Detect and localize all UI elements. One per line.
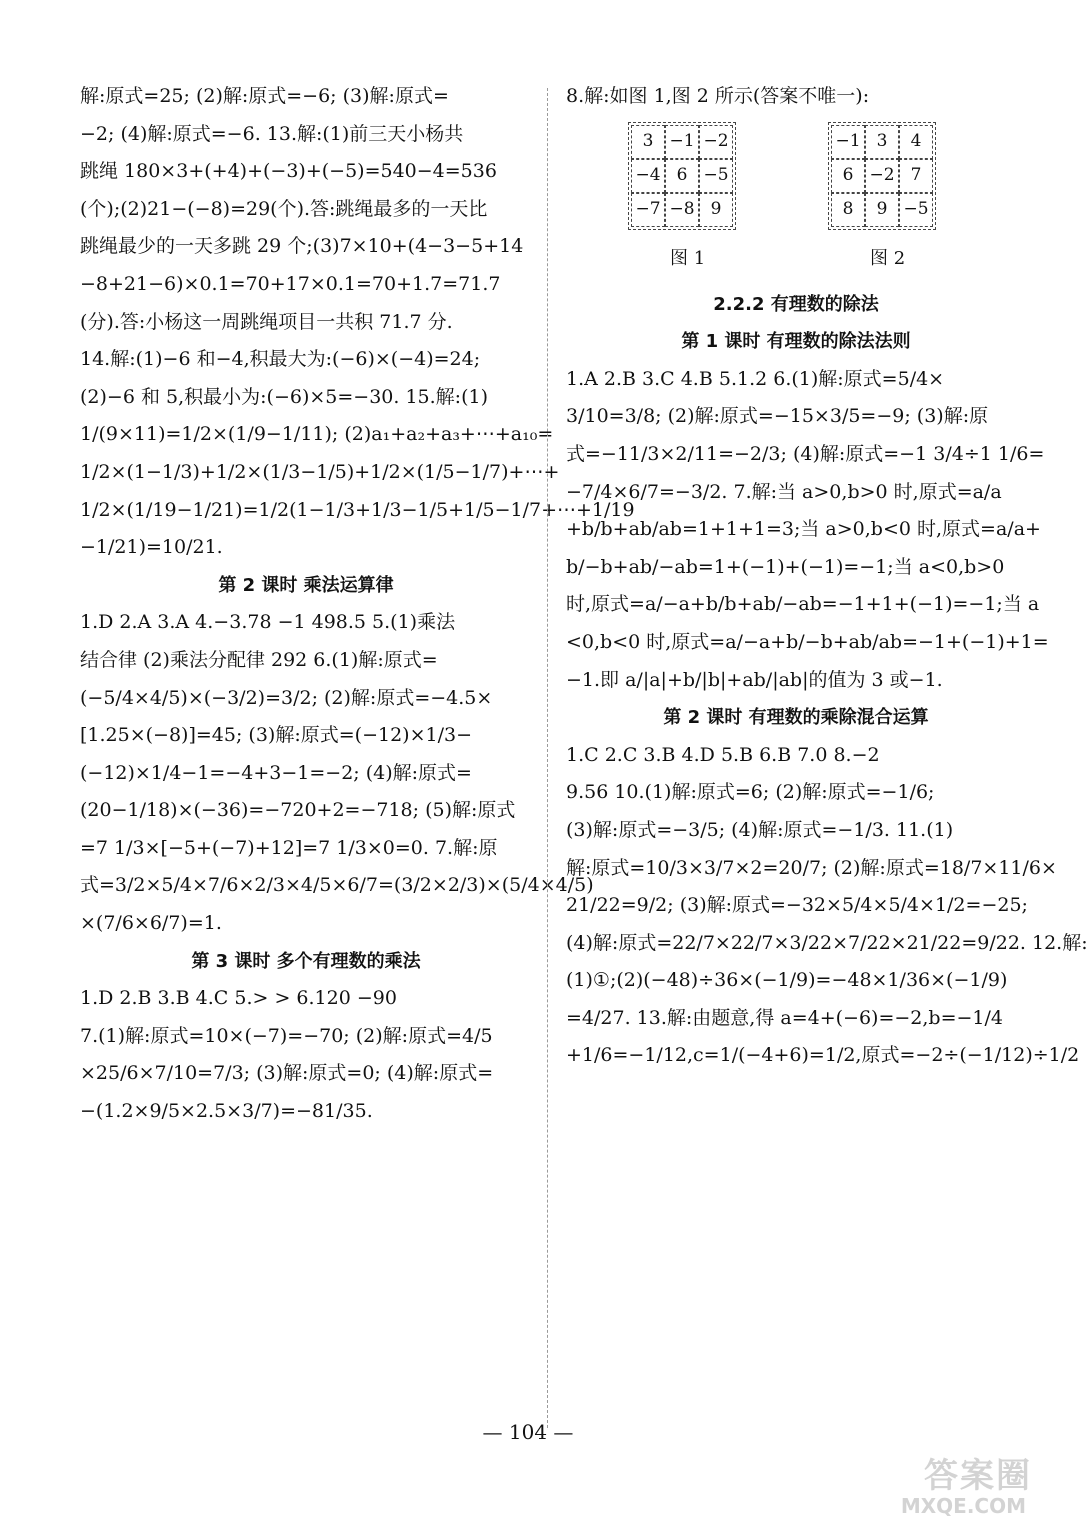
grid-cell: 6: [665, 159, 699, 193]
text-line: (−5/4×4/5)×(−3/2)=3/2; (2)解:原式=−4.5×: [80, 686, 493, 709]
text-line: 3/10=3/8; (2)解:原式=−15×3/5=−9; (3)解:原: [566, 405, 989, 428]
grid-cell: −5: [899, 193, 933, 227]
text-line: 1.D 2.B 3.B 4.C 5.> > 6.120 −90: [80, 987, 397, 1010]
text-line: 式=3/2×5/4×7/6×2/3×4/5×6/7=(3/2×2/3)×(5/4×4/5): [80, 874, 594, 897]
watermark-text: MXQE.COM: [900, 1494, 1026, 1518]
section-heading: 第 2 课时 乘法运算律: [218, 574, 394, 596]
text-line: 1.C 2.C 3.B 4.D 5.B 6.B 7.0 8.−2: [566, 743, 880, 766]
text-line: 14.解:(1)−6 和−4,积最大为:(−6)×(−4)=24;: [80, 348, 481, 371]
watermark-logo: 答案圈: [924, 1456, 1032, 1496]
section-heading: 第 3 课时 多个有理数的乘法: [191, 950, 421, 972]
grid-cell: −7: [631, 193, 665, 227]
section-heading: 第 1 课时 有理数的除法法则: [681, 331, 911, 353]
text-line: 解:原式=25; (2)解:原式=−6; (3)解:原式=: [80, 85, 449, 107]
text-line: (2)−6 和 5,积最小为:(−6)×5=−30. 15.解:(1): [80, 385, 488, 408]
figure-1-grid: [628, 122, 736, 230]
text-line: 结合律 (2)乘法分配律 292 6.(1)解:原式=: [80, 648, 438, 671]
grid-cell: −2: [699, 125, 733, 159]
grid-cell: 8: [831, 193, 865, 227]
text-line: (1)①;(2)(−48)÷36×(−1/9)=−48×1/36×(−1/9): [566, 969, 1008, 992]
text-line: −(1.2×9/5×2.5×3/7)=−81/35.: [80, 1100, 373, 1123]
grid-cell: −1: [665, 125, 699, 159]
grid-cell: 3: [865, 125, 899, 159]
text-line: +b/b+ab/ab=1+1+1=3;当 a>0,b<0 时,原式=a/a+: [566, 518, 1041, 541]
grid-cell: −5: [699, 159, 733, 193]
text-line: 1.D 2.A 3.A 4.−3.78 −1 498.5 5.(1)乘法: [80, 611, 456, 634]
grid-cell: −1: [831, 125, 865, 159]
text-line: (个);(2)21−(−8)=29(个).答:跳绳最多的一天比: [80, 197, 488, 220]
column-divider: [547, 88, 548, 1428]
text-line: 1/(9×11)=1/2×(1/9−1/11); (2)a₁+a₂+a₃+⋯+a₁₀=: [80, 423, 554, 446]
text-line: =4/27. 13.解:由题意,得 a=4+(−6)=−2,b=−1/4: [566, 1006, 1004, 1029]
section-heading: 第 2 课时 有理数的乘除混合运算: [663, 707, 929, 729]
section-heading: 2.2.2 有理数的除法: [713, 293, 879, 315]
text-line: +1/6=−1/12,c=1/(−4+6)=1/2,原式=−2÷(−1/12)÷1/2: [566, 1044, 1080, 1067]
text-line: 1.A 2.B 3.C 4.B 5.1.2 6.(1)解:原式=5/4×: [566, 367, 945, 390]
text-line: b/−b+ab/−ab=1+(−1)+(−1)=−1;当 a<0,b>0: [566, 555, 1005, 578]
figure-2-grid: [828, 122, 936, 230]
text-line: −2; (4)解:原式=−6. 13.解:(1)前三天小杨共: [80, 122, 464, 145]
text-line: 解:原式=10/3×3/7×2=20/7; (2)解:原式=18/7×11/6×: [566, 856, 1057, 879]
text-line: ×(7/6×6/7)=1.: [80, 912, 222, 935]
text-line: −8+21−6)×0.1=70+17×0.1=70+1.7=71.7: [80, 272, 501, 295]
grid-cell: −8: [665, 193, 699, 227]
text-line: 8.解:如图 1,图 2 所示(答案不唯一):: [566, 85, 870, 107]
grid-cell: 7: [899, 159, 933, 193]
text-line: 9.56 10.(1)解:原式=6; (2)解:原式=−1/6;: [566, 781, 935, 804]
page-number: — 104 —: [482, 1420, 574, 1444]
text-line: −1.即 a/|a|+b/|b|+ab/|ab|的值为 3 或−1.: [566, 668, 943, 691]
text-line: 21/22=9/2; (3)解:原式=−32×5/4×5/4×1/2=−25;: [566, 894, 1028, 917]
grid-cell: 4: [899, 125, 933, 159]
text-line: 跳绳 180×3+(+4)+(−3)+(−5)=540−4=536: [80, 160, 497, 183]
site-watermark: [842, 1448, 1032, 1518]
right-column: [566, 78, 1088, 1075]
grid-cell: −4: [631, 159, 665, 193]
text-line: [1.25×(−8)]=45; (3)解:原式=(−12)×1/3−: [80, 724, 472, 747]
grid-cell: 9: [865, 193, 899, 227]
grid-cell: −2: [865, 159, 899, 193]
text-line: <0,b<0 时,原式=a/−a+b/−b+ab/ab=−1+(−1)+1=: [566, 630, 1049, 653]
text-line: 1/2×(1−1/3)+1/2×(1/3−1/5)+1/2×(1/5−1/7)+⋯+: [80, 460, 560, 483]
text-line: 7.(1)解:原式=10×(−7)=−70; (2)解:原式=4/5: [80, 1024, 493, 1047]
magic-square-figures: [566, 116, 1026, 286]
grid-cell: 9: [699, 193, 733, 227]
text-line: (20−1/18)×(−36)=−720+2=−718; (5)解:原式: [80, 799, 516, 822]
text-line: (3)解:原式=−3/5; (4)解:原式=−1/3. 11.(1): [566, 818, 954, 841]
text-line: (分).答:小杨这一周跳绳项目一共积 71.7 分.: [80, 310, 453, 333]
grid-cell: 6: [831, 159, 865, 193]
text-line: 1/2×(1/19−1/21)=1/2(1−1/3+1/3−1/5+1/5−1/7+⋯+1/19: [80, 498, 635, 521]
text-line: −7/4×6/7=−3/2. 7.解:当 a>0,b>0 时,原式=a/a: [566, 480, 1002, 503]
figure-2-label: 图 2: [870, 247, 906, 269]
left-column: [80, 78, 635, 1131]
text-line: =7 1/3×[−5+(−7)+12]=7 1/3×0=0. 7.解:原: [80, 836, 498, 859]
text-line: 式=−11/3×2/11=−2/3; (4)解:原式=−1 3/4÷1 1/6=: [566, 442, 1045, 465]
text-line: (−12)×1/4−1=−4+3−1=−2; (4)解:原式=: [80, 761, 472, 784]
text-line: 时,原式=a/−a+b/b+ab/−ab=−1+1+(−1)=−1;当 a: [566, 593, 1040, 616]
text-line: (4)解:原式=22/7×22/7×3/22×7/22×21/22=9/22. 12.解:: [566, 931, 1088, 954]
text-line: ×25/6×7/10=7/3; (3)解:原式=0; (4)解:原式=: [80, 1062, 494, 1085]
grid-cell: 3: [631, 125, 665, 159]
text-line: −1/21)=10/21.: [80, 536, 223, 559]
text-line: 跳绳最少的一天多跳 29 个;(3)7×10+(4−3−5+14: [80, 235, 524, 258]
figure-1-label: 图 1: [670, 247, 706, 269]
